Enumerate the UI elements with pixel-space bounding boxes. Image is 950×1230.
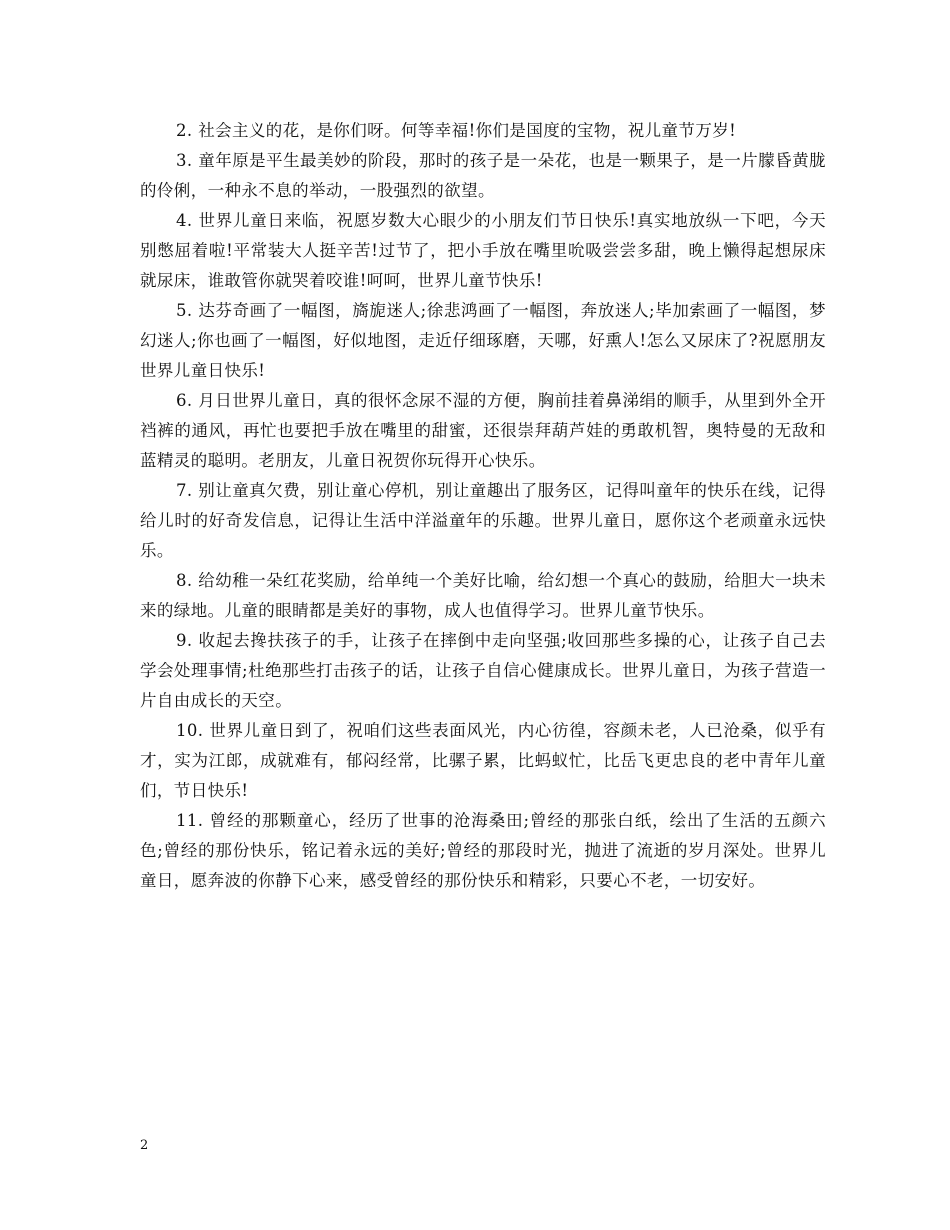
paragraph-10: 10. 世界儿童日到了，祝咱们这些表面风光，内心彷徨，容颜未老，人已沧桑，似乎有才，实为江郎，成就难有，郁闷经常，比骡子累，比蚂蚁忙，比岳飞更忠良的老中青年儿童们，节日快乐! [140,721,826,800]
paragraph-3: 3. 童年原是平生最美妙的阶段，那时的孩子是一朵花，也是一颗果子，是一片朦昏黄胧的伶俐，一种永不息的举动，一股强烈的欲望。 [140,151,826,200]
paragraph-2: 2. 社会主义的花，是你们呀。何等幸福!你们是国度的宝物，祝儿童节万岁! [176,121,737,140]
paragraph-9: 9. 收起去搀扶孩子的手，让孩子在摔倒中走向坚强;收回那些多操的心，让孩子自己去学会处理事情;杜绝那些打击孩子的话，让孩子自信心健康成长。世界儿童日，为孩子营造一片自由成长的天空。 [140,631,826,710]
document-body [140,116,826,896]
page-number: 2 [140,1138,149,1153]
paragraph-4: 4. 世界儿童日来临，祝愿岁数大心眼少的小朋友们节日快乐!真实地放纵一下吧，今天别憋屈着啦!平常装大人挺辛苦!过节了，把小手放在嘴里吮吸尝尝多甜，晚上懒得起想尿床就尿床，谁敢管你就哭着咬谁!呵呵，世界儿童节快乐! [140,211,826,290]
paragraph-8: 8. 给幼稚一朵红花奖励，给单纯一个美好比喻，给幻想一个真心的鼓励，给胆大一块未来的绿地。儿童的眼睛都是美好的事物，成人也值得学习。世界儿童节快乐。 [140,571,826,620]
paragraph-6: 6. 月日世界儿童日，真的很怀念尿不湿的方便，胸前挂着鼻涕绢的顺手，从里到外全开裆裤的通风，再忙也要把手放在嘴里的甜蜜，还很崇拜葫芦娃的勇敢机智，奥特曼的无敌和蓝精灵的聪明。老朋友，儿童日祝贺你玩得开心快乐。 [140,391,826,470]
paragraph-11: 11. 曾经的那颗童心，经历了世事的沧海桑田;曾经的那张白纸，绘出了生活的五颜六色;曾经的那份快乐，铭记着永远的美好;曾经的那段时光，抛进了流逝的岁月深处。世界儿童日，愿奔波的你静下心来，感受曾经的那份快乐和精彩，只要心不老，一切安好。 [140,811,826,890]
paragraph-7: 7. 别让童真欠费，别让童心停机，别让童趣出了服务区，记得叫童年的快乐在线，记得给儿时的好奇发信息，记得让生活中洋溢童年的乐趣。世界儿童日，愿你这个老顽童永远快乐。 [140,481,826,560]
paragraph-5: 5. 达芬奇画了一幅图，旖旎迷人;徐悲鸿画了一幅图，奔放迷人;毕加索画了一幅图，梦幻迷人;你也画了一幅图，好似地图，走近仔细琢磨，天哪，好熏人!怎么又尿床了?祝愿朋友世界儿童日快乐! [140,301,826,380]
